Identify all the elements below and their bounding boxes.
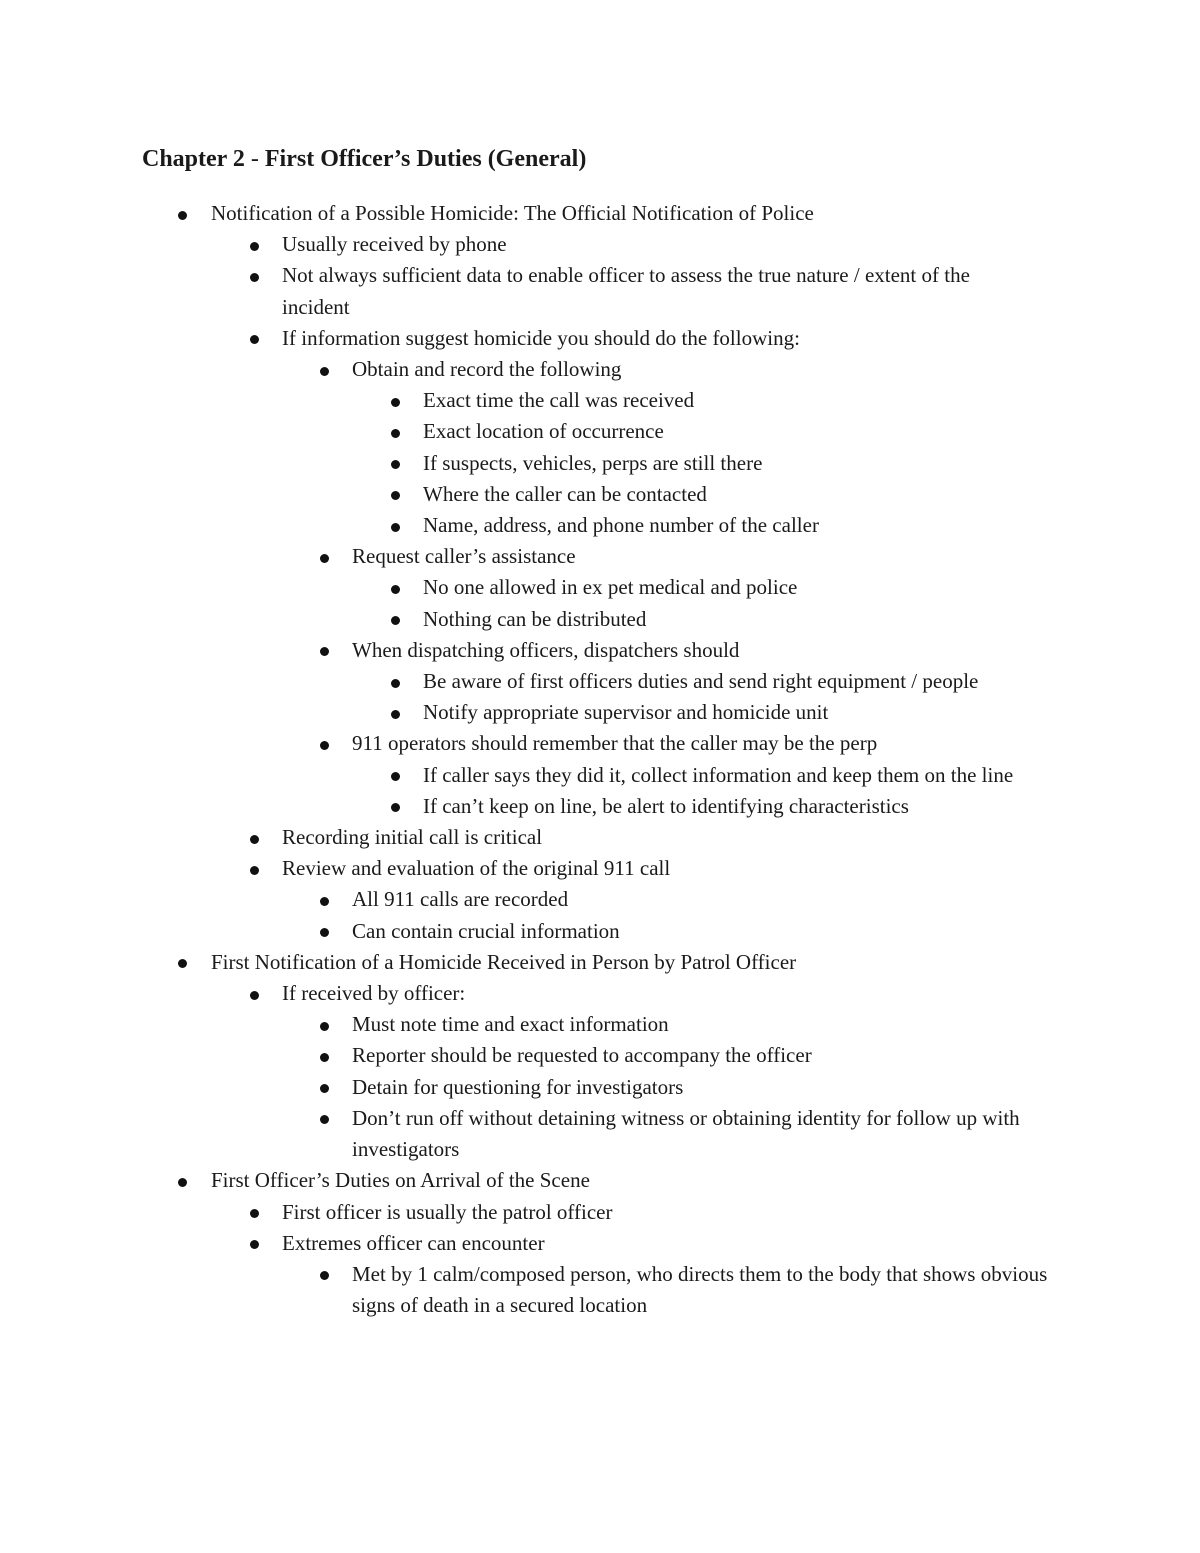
list-item-text: Review and evaluation of the original 911 call xyxy=(282,856,671,881)
list-item-level-2 xyxy=(0,323,1200,354)
bullet-icon xyxy=(250,335,259,344)
chapter-label: Chapter 2 xyxy=(142,146,245,172)
list-item-level-3 xyxy=(0,916,1200,947)
list-item-text: Met by 1 calm/composed person, who directs them to the body that shows obvious signs of death in a secured location xyxy=(352,1261,1048,1318)
list-item-text: Be aware of first officers duties and send right equipment / people xyxy=(423,669,979,694)
list-item-level-3 xyxy=(0,1009,1200,1040)
list-item-level-1 xyxy=(0,947,1200,978)
list-item-text: Notify appropriate supervisor and homicide unit xyxy=(423,700,829,725)
list-item-level-3 xyxy=(0,728,1200,759)
list-item-text: When dispatching officers, dispatchers should xyxy=(352,637,740,662)
list-item-text: Obtain and record the following xyxy=(352,357,622,382)
list-item-level-4 xyxy=(0,572,1200,603)
list-item-text: Not always sufficient data to enable officer to assess the true nature / extent of the incident xyxy=(282,263,970,319)
list-item-level-2 xyxy=(0,260,1200,322)
list-item-text: 911 operators should remember that the caller may be the perp xyxy=(352,731,878,756)
bullet-icon xyxy=(178,1178,187,1187)
bullet-icon xyxy=(391,460,400,469)
bullet-icon xyxy=(250,991,259,1000)
list-item-level-4 xyxy=(0,479,1200,510)
list-item-text: Notification of a Possible Homicide: The Official Notification of Police xyxy=(211,201,814,225)
bullet-icon xyxy=(391,398,400,407)
list-item-level-1 xyxy=(0,198,1200,229)
bullet-icon xyxy=(178,959,187,968)
list-item-level-4 xyxy=(0,448,1200,479)
list-item-level-3 xyxy=(0,354,1200,385)
list-item-text: Where the caller can be contacted xyxy=(423,481,707,506)
list-item-level-2 xyxy=(0,1197,1200,1228)
list-item-level-4 xyxy=(0,416,1200,447)
bullet-icon xyxy=(391,523,400,532)
list-item-text: First officer is usually the patrol officer xyxy=(282,1199,613,1224)
bullet-icon xyxy=(320,647,329,656)
list-item-level-3 xyxy=(0,1040,1200,1071)
bullet-icon xyxy=(320,1084,329,1093)
list-item-level-4 xyxy=(0,697,1200,728)
list-item-text: Detain for questioning for investigators xyxy=(352,1074,684,1099)
list-item-level-3 xyxy=(0,635,1200,666)
list-item-level-4 xyxy=(0,604,1200,635)
list-item-text: If suspects, vehicles, perps are still there xyxy=(423,450,763,475)
list-item-level-3 xyxy=(0,1103,1200,1165)
list-item-text: All 911 calls are recorded xyxy=(352,887,569,912)
bullet-icon xyxy=(320,741,329,750)
bullet-icon xyxy=(320,1022,329,1031)
list-item-level-3 xyxy=(0,884,1200,915)
list-item-text: Don’t run off without detaining witness or obtaining identity for follow up with investigators xyxy=(352,1105,1020,1162)
bullet-icon xyxy=(250,1209,259,1218)
bullet-icon xyxy=(391,429,400,438)
list-item-level-4 xyxy=(0,791,1200,822)
bullet-icon xyxy=(320,1053,329,1062)
list-item-text: No one allowed in ex pet medical and police xyxy=(423,575,798,600)
list-item-level-1 xyxy=(0,1165,1200,1196)
list-item-level-2 xyxy=(0,978,1200,1009)
bullet-icon xyxy=(391,585,400,594)
bullet-icon xyxy=(250,866,259,875)
list-item-level-3 xyxy=(0,1259,1200,1321)
list-item-text: If information suggest homicide you should do the following: xyxy=(282,325,800,350)
list-item-level-2 xyxy=(0,1228,1200,1259)
bullet-icon xyxy=(391,491,400,500)
list-item-text: Must note time and exact information xyxy=(352,1012,669,1037)
list-item-text: Can contain crucial information xyxy=(352,918,620,943)
bullet-icon xyxy=(250,835,259,844)
bullet-outline xyxy=(0,198,1200,1321)
bullet-icon xyxy=(320,1271,329,1280)
list-item-level-3 xyxy=(0,541,1200,572)
list-item-text: Exact location of occurrence xyxy=(423,419,664,444)
list-item-text: Request caller’s assistance xyxy=(352,544,576,569)
list-item-level-4 xyxy=(0,760,1200,791)
list-item-text: First Notification of a Homicide Received in Person by Patrol Officer xyxy=(211,949,797,974)
list-item-text: Usually received by phone xyxy=(282,232,507,257)
bullet-icon xyxy=(320,897,329,906)
bullet-icon xyxy=(250,1240,259,1249)
list-item-level-2 xyxy=(0,822,1200,853)
list-item-level-3 xyxy=(0,1072,1200,1103)
bullet-icon xyxy=(391,803,400,812)
list-item-text: Nothing can be distributed xyxy=(423,606,647,631)
bullet-icon xyxy=(320,367,329,376)
bullet-icon xyxy=(178,211,187,220)
list-item-text: First Officer’s Duties on Arrival of the Scene xyxy=(211,1168,590,1193)
list-item-level-2 xyxy=(0,853,1200,884)
page-title xyxy=(142,143,586,175)
bullet-icon xyxy=(391,710,400,719)
bullet-icon xyxy=(391,679,400,688)
bullet-icon xyxy=(250,242,259,251)
list-item-text: If can’t keep on line, be alert to identifying characteristics xyxy=(423,793,909,818)
bullet-icon xyxy=(320,1115,329,1124)
bullet-icon xyxy=(250,273,259,282)
list-item-text: Recording initial call is critical xyxy=(282,825,543,850)
bullet-icon xyxy=(320,928,329,937)
chapter-title: First Officer’s Duties (General) xyxy=(264,146,587,172)
list-item-level-4 xyxy=(0,510,1200,541)
list-item-text: Reporter should be requested to accompany the officer xyxy=(352,1043,812,1068)
title-separator: - xyxy=(244,146,265,172)
bullet-icon xyxy=(391,772,400,781)
bullet-icon xyxy=(320,554,329,563)
list-item-text: Name, address, and phone number of the caller xyxy=(423,513,819,538)
list-item-text: Extremes officer can encounter xyxy=(282,1230,545,1255)
list-item-text: If received by officer: xyxy=(282,981,466,1006)
list-item-text: If caller says they did it, collect information and keep them on the line xyxy=(423,762,1014,787)
list-item-text: Exact time the call was received xyxy=(423,388,695,413)
list-item-level-4 xyxy=(0,666,1200,697)
list-item-level-4 xyxy=(0,385,1200,416)
bullet-icon xyxy=(391,616,400,625)
list-item-level-2 xyxy=(0,229,1200,260)
